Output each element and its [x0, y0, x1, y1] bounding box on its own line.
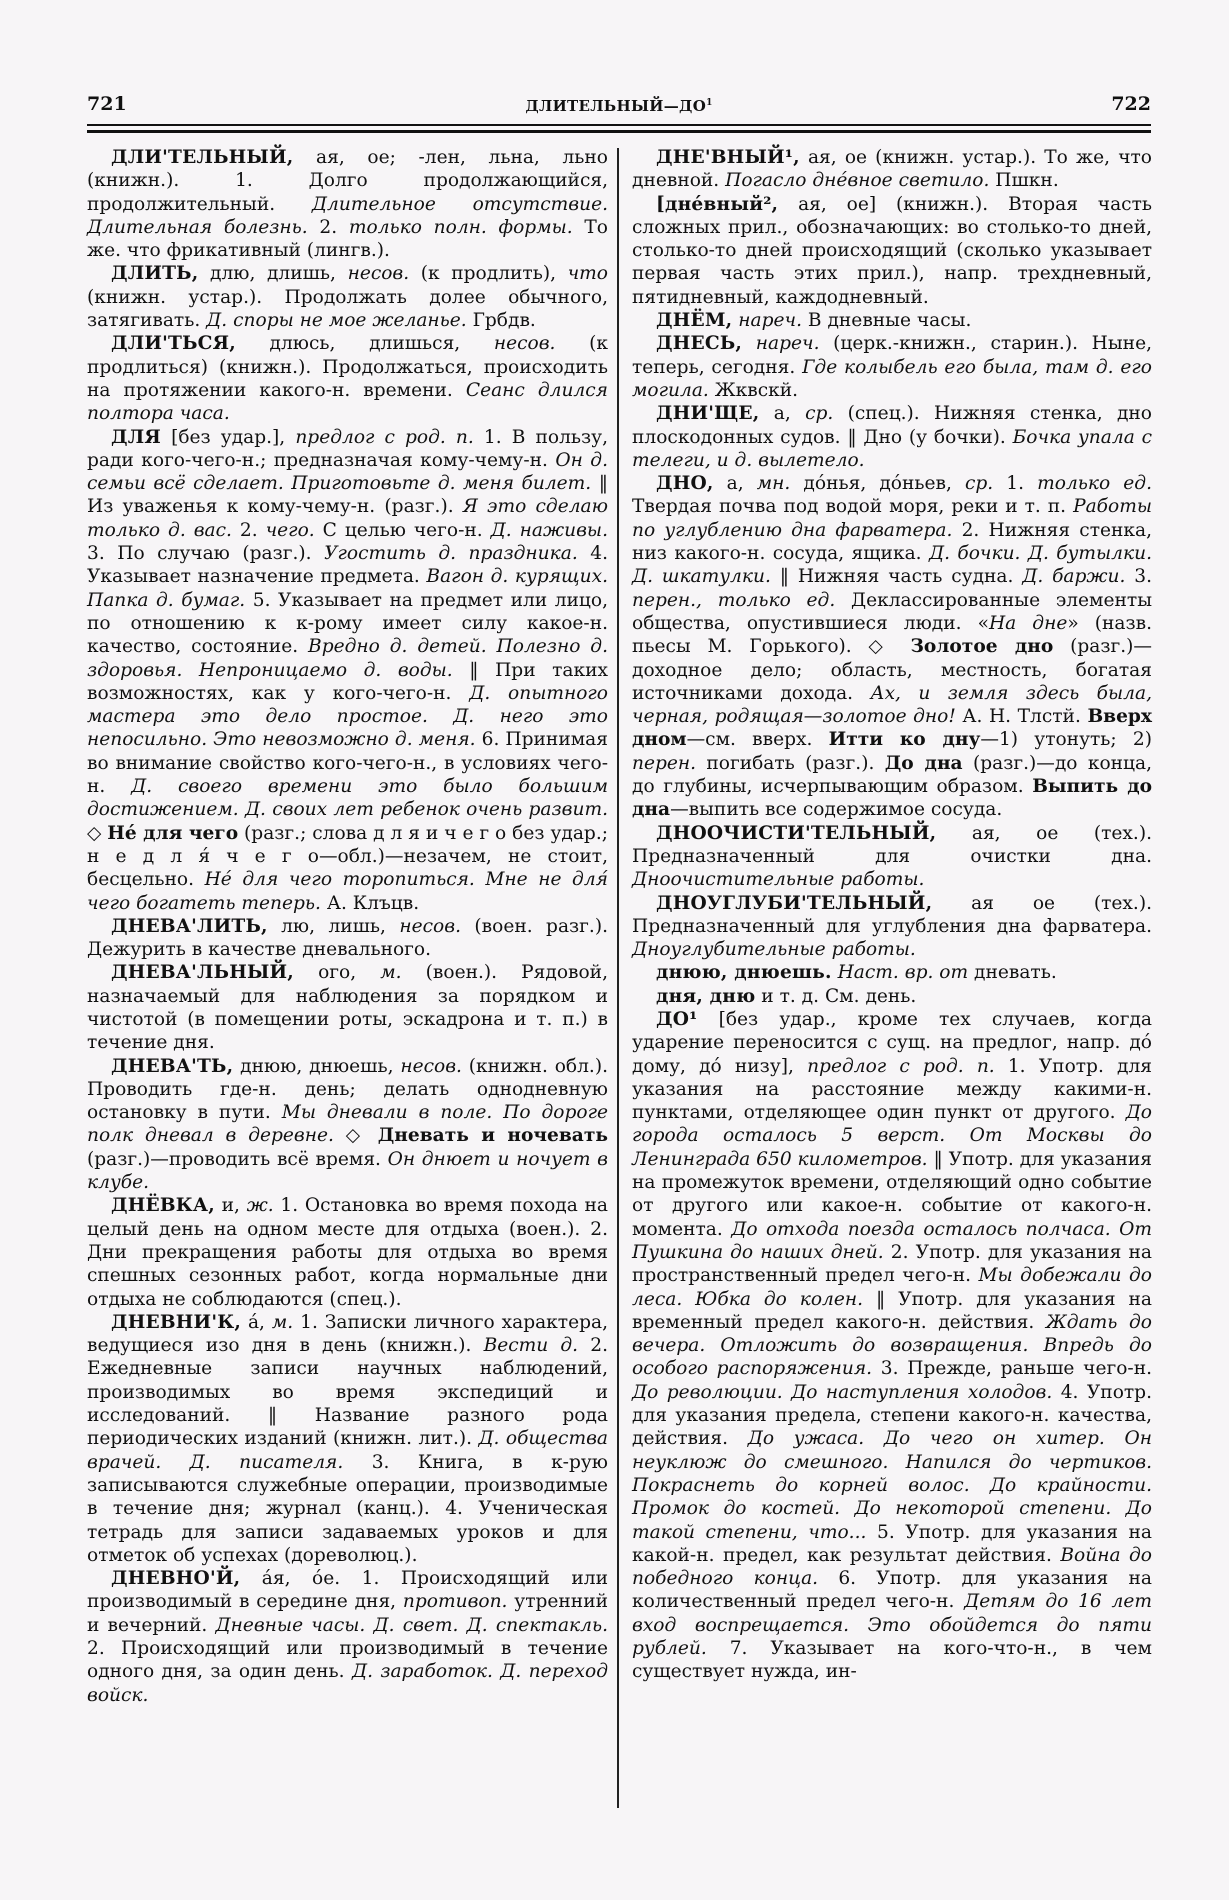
example-text: предлог с род. п.: [295, 426, 474, 448]
definition-text: (разг.)—проводить всё время.: [87, 1148, 388, 1170]
definition-text: ая, ое (тех.). Предназначенный для очистки дна.: [632, 822, 1152, 867]
definition-text: (воен.). Рядовой, назначаемый для наблюдения за порядком и чистотой (в помещении роты, эскадрона и т. п.) в течение дня.: [87, 962, 608, 1054]
running-head-superscript: 1: [706, 98, 713, 108]
definition-text: 7. Указывает на кого-что-н., в чем существует нужда, ин-: [632, 1638, 1152, 1683]
example-text: несов.: [347, 263, 410, 285]
example-text: Я это сделаю только д. вас.: [87, 496, 608, 541]
definition-text: В дневные часы.: [801, 310, 972, 332]
headword: ДНЕВНО'Й,: [111, 1568, 241, 1590]
phrase-bold: Итти ко дну: [828, 729, 981, 751]
definition-text: и,: [214, 1195, 247, 1217]
example-text: Дневные часы. Д. свет. Д. спектакль.: [215, 1614, 609, 1636]
example-text: Бочка упала с телеги, и д. вылетело.: [632, 426, 1152, 471]
header-rule-thin: [87, 124, 1151, 126]
headword: ДНЁВКА,: [111, 1195, 215, 1217]
example-text: До революции. До наступления холодов.: [632, 1381, 1053, 1403]
running-head: [87, 97, 1151, 115]
phrase-bold: Вверх дном: [632, 706, 1152, 751]
example-text: Длительное отсутствие. Длительная болезнь.: [87, 193, 608, 238]
headword: ДЛИ'ТЕЛЬНЫЙ,: [111, 147, 294, 168]
definition-text: 2. Ежедневные записи научных наблюдений, производимых во время экспедиций и исследований. ‖ Название разного рода периодических изданий (книжн. лит.).: [87, 1335, 609, 1450]
example-text: Он днюет и ночует в клубе.: [87, 1148, 608, 1194]
dictionary-entry: [632, 146, 1152, 193]
dictionary-entry: [632, 309, 1152, 332]
definition-text: á,: [241, 1311, 272, 1333]
example-text: Д. баржи.: [1022, 566, 1126, 588]
example-text: только полн. формы.: [348, 216, 573, 238]
page-number-left: 721: [87, 93, 127, 115]
phrase-bold: Золотое дно: [910, 636, 1054, 658]
header-rule-thick: [87, 130, 1151, 133]
example-text: Детям до 16 лет вход воспрещается. Это обойдется до пяти рублей.: [632, 1591, 1152, 1659]
definition-text: 1. Записки личного характера, ведущиеся изо дня в день (книжн.).: [87, 1311, 608, 1357]
definition-text: А. Н. Тлстй.: [955, 706, 1088, 728]
definition-text: и т. д. См. день.: [755, 985, 917, 1007]
example-text: несов.: [400, 1055, 462, 1077]
definition-text: ◇: [87, 822, 108, 844]
example-text: ср.: [805, 403, 834, 425]
definition-text: дóнья, дóньев,: [790, 473, 965, 495]
definition-text: (церк.-книжн., старин.). Ныне, теперь, сегодня.: [632, 333, 1152, 378]
headword: ДЛИ'ТЬСЯ,: [111, 333, 236, 355]
headword: ДО¹: [656, 1008, 698, 1030]
example-text: ср.: [964, 473, 994, 495]
definition-text: погибать (разг.).: [696, 752, 885, 774]
definition-text: (разг.)—доходное дело; область, местность, богатая источниками дохода.: [632, 636, 1152, 704]
dictionary-entry: [632, 985, 1152, 1008]
right-column: [632, 146, 1152, 1684]
definition-text: [без удар., кроме тех случаев, когда ударение переносится с сущ. на предлог, напр. дó дому, дó низу],: [632, 1008, 1152, 1077]
definition-text: 1. Остановка во время похода на целый день на одном месте для отдыха (воен.). 2. Дни прекращения работы для отдыха во время спешных сезонных работ, когда нормальные дни отдыха не соблюдаются (спец.).: [87, 1195, 608, 1310]
example-text: Мы добежали до леса. Юбка до колен.: [632, 1265, 1152, 1310]
example-text: Он д. семьи всё сделает. Приготовьте д. меня билет.: [87, 449, 608, 495]
headword: ДЛЯ: [111, 426, 161, 448]
headword: ДНИ'ЩЕ,: [656, 403, 760, 425]
page-number-right: 722: [1111, 93, 1151, 115]
definition-text: 6. Употр. для указания на количественный предел чего-н.: [632, 1568, 1152, 1613]
dictionary-entry: [632, 402, 1152, 472]
definition-text: Жквскй.: [708, 379, 799, 401]
definition-text: дневать.: [968, 962, 1057, 984]
definition-text: 3. Прежде, раньше чего-н.: [872, 1358, 1152, 1380]
example-text: До ужаса. До чего он хитер. Он неуклюж до смешного. Напился до чертиков. Покраснеть до корней волос. До крайности. Промок до костей. До некоторой степени. До такой степени, что...: [632, 1428, 1152, 1543]
example-text: м.: [380, 962, 402, 984]
definition-text: То же. что фрикативный (лингв.).: [87, 216, 608, 262]
example-text: предлог с род. п.: [807, 1055, 995, 1077]
definition-text: (воен. разг.). Дежурить в качестве дневального.: [87, 915, 608, 961]
definition-text: ая, ое; -лен, льна, льно (книжн.). 1. Долго продолжающийся, продолжительный.: [87, 147, 608, 215]
headword: ДНЕ'ВНЫЙ¹,: [656, 147, 800, 168]
dictionary-entry: [632, 961, 1152, 984]
definition-text: а,: [713, 473, 757, 495]
definition-text: 2.: [307, 216, 349, 238]
definition-text: 1.: [993, 473, 1038, 495]
example-text: До города осталось 5 верст. От Москвы до Ленинграда 650 километров.: [632, 1102, 1152, 1170]
example-text: Работы по углублению дна фарватера.: [632, 496, 1152, 541]
left-column: [87, 146, 608, 1707]
definition-text: 6. Принимая во внимание свойство кого-чего-н., в условиях чего-н.: [87, 729, 609, 798]
running-head-text: ДЛИТЕЛЬНЫЙ—ДО: [525, 97, 707, 115]
dictionary-entry: [87, 915, 608, 962]
example-text: несов.: [493, 333, 556, 355]
definition-text: 3.: [1125, 566, 1152, 588]
headword: днюю, днюешь.: [656, 962, 832, 984]
definition-text: 2. Нижняя стенка, низ какого-н. сосуда, ящика.: [632, 519, 1152, 565]
definition-text: ая ое (тех.). Предназначенный для углубления дна фарватера.: [632, 892, 1152, 937]
definition-text: 5. Употр. для указания на какой-н. предел, как результат действия.: [632, 1521, 1152, 1566]
example-text: Нé для чего торопиться. Мне не для́ чего богатеть теперь.: [87, 869, 608, 914]
definition-text: ‖ При таких возможностях, как у кого-чего-н.: [87, 659, 608, 704]
dictionary-entry: [87, 1311, 608, 1567]
definition-text: 4. Употр. для указания предела, степени какого-н. качества, действия.: [632, 1381, 1152, 1450]
example-text: Ах, и земля здесь была, черная, родящая—золотое дно!: [632, 682, 1152, 728]
definition-text: (разг.)—до конца, до глубины, исчерпывающим образом.: [632, 752, 1152, 798]
example-text: перен., только ед.: [632, 589, 836, 611]
definition-text: ая, ое] (книжн.). Вторая часть сложных прил., обозначающих: во столько-то дней, столько-то дней происходящий (сколько указывает первая часть этих прил.), напр. трехдневный, пятидневный, каждодневный.: [632, 193, 1152, 308]
example-text: Ждать до вечера. Отложить до возвращения. Впредь до особого распоряжения.: [632, 1311, 1152, 1380]
definition-text: ‖ Употр. для указания на промежуток времени, отделяющий одно событие от другого или какое-н. событие от какого-н. момента.: [632, 1148, 1153, 1240]
example-text: Наст. вр. от: [837, 962, 969, 984]
example-text: До отхода поезда осталось полчаса. От Пушкина до наших дней.: [632, 1218, 1152, 1263]
definition-text: ого,: [293, 962, 381, 984]
example-text: м.: [271, 1311, 294, 1333]
definition-text: 2. Употр. для указания на пространственный предел чего-н.: [632, 1241, 1152, 1287]
dictionary-entry: [632, 1008, 1152, 1684]
definition-text: —1) утонуть; 2): [980, 729, 1152, 751]
example-text: несов.: [399, 915, 461, 937]
definition-text: 3. По случаю (разг.).: [87, 543, 325, 565]
column-divider: [617, 148, 619, 1808]
definition-text: Грбдв.: [466, 310, 536, 332]
definition-text: С целью чего-н.: [314, 519, 491, 541]
definition-text: (книжн. устар.). Продолжать долее обычного, затягивать.: [87, 286, 608, 332]
dictionary-entry: [632, 332, 1152, 402]
definition-text: ◇: [333, 1125, 378, 1147]
definition-text: длюсь, длишься,: [235, 333, 494, 355]
dictionary-entry: [87, 1567, 608, 1707]
definition-text: длю, длишь,: [198, 263, 348, 285]
dictionary-entry: [87, 961, 608, 1054]
example-text: Сеанс длился полтора часа.: [87, 379, 608, 425]
example-text: Д. заработок. Д. переход войск.: [87, 1661, 609, 1706]
example-text: Вредно д. детей. Полезно д. здоровья. Непроницаемо д. воды.: [87, 636, 608, 681]
definition-text: (к продлиться) (книжн.). Продолжаться, происходить на протяжении какого-н. времени.: [87, 333, 608, 401]
definition-text: ‖ Нижняя часть судна.: [770, 566, 1023, 588]
definition-text: —см. вверх.: [686, 729, 829, 751]
headword: ДНЕСЬ,: [656, 333, 743, 355]
dictionary-entry: [632, 822, 1152, 892]
example-text: противоп.: [402, 1591, 508, 1613]
headword: ДНЕВА'ТЬ,: [111, 1055, 234, 1077]
dictionary-entry: [87, 1194, 608, 1310]
example-text: Д. бочки. Д. бутылки. Д. шкатулки.: [632, 543, 1153, 588]
example-text: Дноочистительные работы.: [632, 869, 925, 891]
definition-text: Пшкн.: [989, 170, 1059, 192]
example-text: Угостить д. праздника.: [324, 543, 578, 565]
example-text: мн.: [756, 473, 791, 495]
phrase-bold: До дна: [884, 752, 963, 774]
definition-text: (спец.). Нижняя стенка, дно плоскодонных судов. ‖ Дно (у бочки).: [632, 403, 1152, 448]
definition-text: (к продлить),: [409, 263, 568, 285]
headword: ДЛИТЬ,: [111, 263, 199, 285]
example-text: нареч.: [738, 310, 802, 332]
definition-text: —выпить все содержимое сосуда.: [670, 799, 1003, 821]
example-text: На дне: [988, 612, 1068, 634]
example-text: что: [567, 263, 608, 285]
example-text: Д. опытного мастера это дело простое. Д. него это непосильно. Это невозможно д. меня.: [87, 682, 608, 751]
dictionary-entry: [87, 332, 608, 425]
definition-text: ‖ Из уваженья к кому-чему-н. (разг.).: [87, 473, 608, 518]
headword: ДНЕВА'ЛЬНЫЙ,: [111, 962, 294, 984]
example-text: Д. своего времени это было большим достижением. Д. своих лет ребенок очень развит.: [87, 776, 608, 821]
definition-text: áя, óе. 1. Происходящий или производимый в середине дня,: [87, 1568, 608, 1613]
definition-text: 2. Происходящий или производимый в течение одного дня, за один день.: [87, 1638, 608, 1683]
phrase-bold: Выпить до дна: [632, 776, 1152, 821]
definition-text: (разг.; слова д л я и ч е г о без удар.; н е д л я́ ч е г о—обл.)—незачем, не стоит, бесцельно.: [87, 822, 608, 891]
definition-text: [без удар.],: [160, 426, 296, 448]
example-text: Мы дневали в поле. По дороге полк дневал в деревне.: [87, 1102, 609, 1147]
example-text: перен.: [632, 752, 697, 774]
definition-text: 2.: [231, 519, 266, 541]
definition-text: (книжн. обл.). Проводить где-н. день; делать однодневную остановку в пути.: [87, 1055, 608, 1124]
example-text: Погасло днéвное светило.: [725, 170, 990, 192]
headword: дня, дню: [656, 985, 756, 1007]
definition-text: утренний и вечерний.: [87, 1591, 608, 1636]
example-text: Д. общества врачей. Д. писателя.: [87, 1428, 608, 1473]
definition-text: днюю, днюешь,: [233, 1055, 401, 1077]
example-text: чего.: [265, 519, 315, 541]
phrase-bold: Нé для чего: [107, 822, 239, 844]
example-text: Вести д.: [483, 1335, 579, 1357]
definition-text: лю, лишь,: [267, 915, 400, 937]
definition-text: [742, 333, 756, 354]
definition-text: 1. Употр. для указания на расстояние между какими-н. пунктами, отделяющее один пункт от другого.: [632, 1055, 1152, 1124]
dictionary-entry: [632, 472, 1152, 821]
definition-text: » (назв. пьесы М. Горького). ◇: [632, 612, 1152, 658]
example-text: Дноуглубительные работы.: [632, 939, 916, 961]
example-text: Д. споры не мое желанье.: [206, 310, 467, 332]
definition-text: 3. Книга, в к-рую записываются служебные операции, производимые в течение дня; журнал (канц.). 4. Ученическая тетрадь для записи задаваемых уроков и для отметок об успехах (дореволюц.).: [87, 1451, 608, 1566]
headword: ДНО,: [656, 473, 714, 495]
example-text: Где колыбель его была, там д. его могила.: [632, 356, 1152, 401]
definition-text: А. Клъцв.: [320, 892, 420, 914]
headword: ДНООЧИСТИ'ТЕЛЬНЫЙ,: [656, 822, 937, 844]
dictionary-entry: [632, 892, 1152, 962]
headword: ДНОУГЛУБИ'ТЕЛЬНЫЙ,: [656, 892, 933, 914]
dictionary-entry: [87, 146, 608, 262]
definition-text: Деклассированные элементы общества, опустившиеся люди. «: [632, 589, 1152, 634]
headword: ДНЕВА'ЛИТЬ,: [111, 915, 268, 937]
definition-text: 4. Указывает назначение предмета.: [87, 543, 608, 588]
headword: ДНЕВНИ'К,: [111, 1311, 242, 1333]
example-text: только ед.: [1037, 473, 1152, 495]
phrase-bold: Дневать и ночевать: [377, 1125, 608, 1147]
definition-text: ‖ Употр. для указания на временный предел какого-н. действия.: [632, 1288, 1152, 1333]
dictionary-entry: [87, 426, 608, 915]
example-text: Д. наживы.: [490, 519, 608, 541]
dictionary-entry: [632, 193, 1152, 309]
definition-text: Твердая почва под водой моря, реки и т. п.: [632, 496, 1074, 518]
headword: [днéвный²,: [656, 193, 779, 215]
dictionary-entry: [87, 262, 608, 332]
example-text: ж.: [246, 1195, 274, 1217]
definition-text: ая, ое (книжн. устар.). То же, что дневной.: [632, 147, 1152, 192]
definition-text: а,: [759, 403, 806, 425]
headword: ДНЁМ,: [656, 310, 733, 332]
dictionary-entry: [87, 1055, 608, 1195]
definition-text: 5. Указывает на предмет или лицо, по отношению к к-рому имеет силу какое-н. качество, состояние.: [87, 589, 608, 658]
example-text: нареч.: [755, 333, 820, 355]
example-text: Война до победного конца.: [632, 1544, 1152, 1590]
page-header: [87, 93, 1151, 117]
example-text: Вагон д. курящих. Папка д. бумаг.: [87, 566, 608, 611]
definition-text: 1. В пользу, ради кого-чего-н.; предназначая кому-чему-н.: [87, 426, 609, 471]
